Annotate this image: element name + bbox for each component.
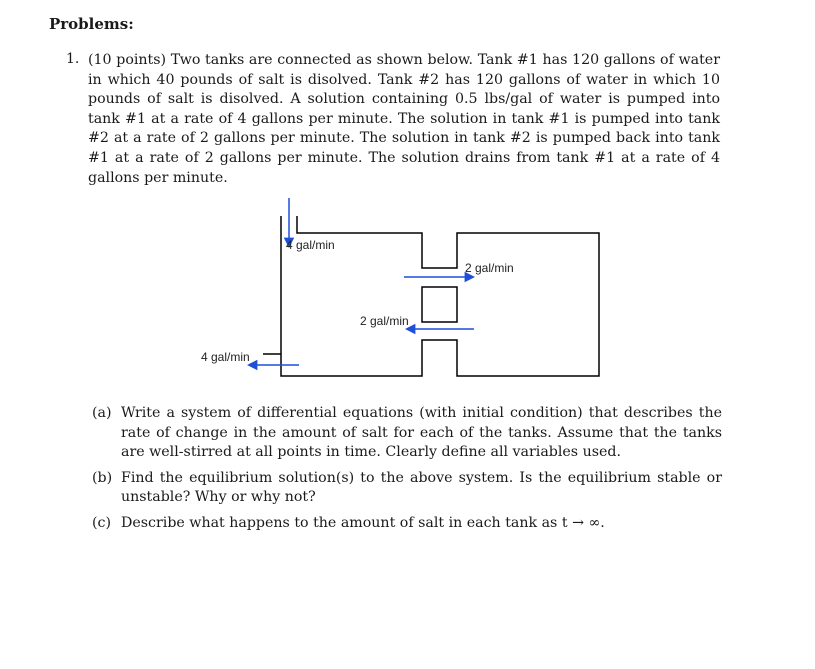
part-b-label: (b) [92,469,113,486]
part-c [92,514,722,534]
part-c-label: (c) [92,514,112,531]
problem-statement: (10 points) Two tanks are connected as shown below. Tank #1 has 120 gallons of water in which 40 pounds of salt is disolved. Tank #2 has 120 gallons of water in which 10 pounds of salt is disolved. A solution containing 0.5 lbs/gal of water is pumped into tank #1 at a rate of 4 gallons per minute. The solution in tank #1 is pumped into tank #2 at a rate of 2 gallons per minute. The solution in tank #2 is pumped back into tank #1 at a rate of 2 gallons per minute. The solution drains from tank #1 at a rate of 4 gallons per minute. [88,52,720,186]
part-b [92,469,722,508]
part-a-text: Write a system of differential equations (with initial condition) that describes the rate of change in the amount of salt for each of the tanks. Assume that the tanks are well-stirred at all points in time. Clearly define all variables used. [121,405,722,461]
connector-box [422,287,457,322]
part-c-text: Describe what happens to the amount of salt in each tank as t → ∞. [121,514,605,531]
question-parts [92,404,722,540]
drain-label: 4 gal/min [201,350,250,364]
heading: Problems: [49,15,134,33]
from-tank2-label: 2 gal/min [360,314,409,328]
problem-number: 1. [66,51,80,67]
part-b-text: Find the equilibrium solution(s) to the above system. Is the equilibrium stable or unstable? Why or why not? [121,469,722,506]
part-a-label: (a) [92,405,112,421]
to-tank2-label: 2 gal/min [465,261,514,275]
part-a [92,404,722,463]
inflow-label: 4 gal/min [286,238,335,252]
